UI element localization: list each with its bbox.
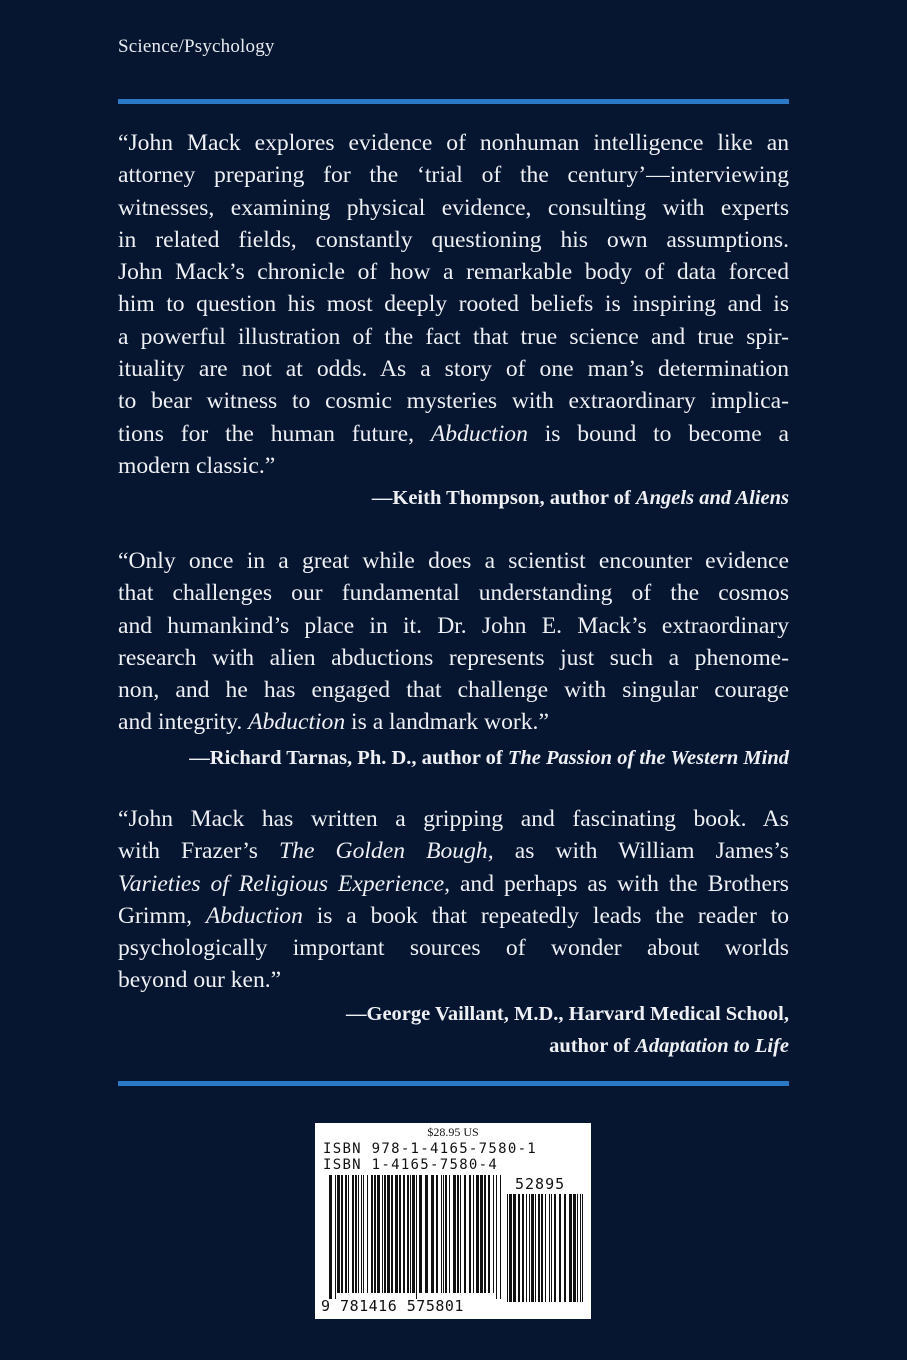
- attribution-text: —Richard Tarnas, Ph. D., author of: [189, 747, 508, 769]
- barcode-bar: [538, 1194, 540, 1302]
- barcode-bar: [509, 1194, 512, 1302]
- quote-line: to bear witness to cosmic mysteries with extraordinary implica-: [118, 388, 789, 415]
- book-title: Varieties of Religious Experience,: [118, 870, 450, 897]
- quote-text: and perhaps as with the Brothers: [449, 870, 789, 897]
- quote-line: that challenges our fundamental understanding of the cosmos: [118, 580, 789, 607]
- barcode-bar: [513, 1194, 516, 1302]
- quote-line: “John Mack explores evidence of nonhuman intelligence like an: [118, 130, 789, 156]
- attribution-george-vaillant: [346, 998, 789, 1062]
- isbn13-label: ISBN 978-1-4165-7580-1: [323, 1141, 538, 1157]
- barcode-bar: [425, 1175, 428, 1293]
- barcode-bar: [453, 1175, 456, 1293]
- barcode-bar: [549, 1194, 550, 1302]
- quote-george-vaillant: [118, 803, 789, 997]
- barcode-bar: [377, 1175, 380, 1293]
- barcode-bar: [445, 1175, 447, 1293]
- category-label: Science/Psychology: [118, 36, 275, 57]
- barcode-bar: [399, 1175, 401, 1293]
- barcode-bar: [348, 1175, 349, 1293]
- quote-line: [118, 706, 789, 738]
- barcode-bar: [371, 1175, 373, 1293]
- barcode-bar: [407, 1175, 409, 1293]
- barcode-bar: [551, 1194, 552, 1302]
- quote-text: tions for the human future,: [118, 420, 415, 447]
- quote-line: ituality are not at odds. As a story of one man’s determination: [118, 356, 789, 383]
- barcode-bar: [335, 1175, 336, 1299]
- barcode-bar: [488, 1175, 490, 1293]
- book-title: Abduction: [430, 420, 528, 447]
- book-title: Abduction: [205, 902, 303, 929]
- attribution-book-title: Angels and Aliens: [635, 487, 789, 509]
- quote-line: psychologically important sources of wonder about worlds: [118, 935, 789, 962]
- quote-richard-tarnas: [118, 545, 789, 739]
- attribution-text: —Keith Thompson, author of: [371, 487, 636, 509]
- barcode-bar: [341, 1175, 343, 1293]
- quote-line: [118, 900, 789, 932]
- barcode-bar: [436, 1175, 438, 1293]
- barcode-bar: [431, 1175, 434, 1293]
- barcode-panel: [315, 1123, 591, 1319]
- ean-digits: 9 781416 575801: [321, 1297, 464, 1315]
- addon-digits: 52895: [515, 1175, 566, 1193]
- barcode-bar: [569, 1194, 572, 1302]
- barcode-bar: [545, 1194, 546, 1302]
- quote-line: “John Mack has written a gripping and fascinating book. As: [118, 806, 789, 832]
- book-title: Abduction: [248, 709, 346, 736]
- quote-line: witnesses, examining physical evidence, consulting with experts: [118, 194, 789, 221]
- attribution-book-title: Adaptation to Life: [635, 1035, 789, 1057]
- barcode-bar: [460, 1175, 461, 1293]
- barcode-bar: [541, 1194, 543, 1302]
- barcode-bar: [559, 1194, 561, 1302]
- barcode-bar: [363, 1175, 364, 1293]
- book-title: The Golden Bough,: [279, 838, 494, 865]
- barcode-bar: [473, 1175, 474, 1293]
- attribution-text: author of: [549, 1035, 636, 1057]
- quote-line: a powerful illustration of the fact that true science and true spir-: [118, 323, 789, 350]
- barcode-bar: [493, 1175, 494, 1293]
- quote-line: in related fields, constantly questioning his own assumptions.: [118, 226, 789, 253]
- barcode-bar: [526, 1194, 527, 1302]
- quote-keith-thompson: [118, 127, 789, 482]
- top-divider: [118, 99, 789, 104]
- barcode-bar: [345, 1175, 347, 1293]
- attribution-richard-tarnas: [189, 742, 789, 774]
- barcode-bar: [355, 1175, 357, 1293]
- barcode-bar: [469, 1175, 471, 1293]
- barcode-bar: [500, 1175, 501, 1299]
- barcode-bar: [374, 1175, 376, 1293]
- quote-text: is a book that repeatedly leads the reader to: [302, 902, 789, 929]
- quote-line: and humankind’s place in it. Dr. John E. Mack’s extraordinary: [118, 612, 789, 639]
- barcode-bar: [531, 1194, 534, 1302]
- barcode-bar: [352, 1175, 354, 1293]
- quote-text: Grimm,: [118, 902, 206, 929]
- quote-line: beyond our ken.”: [118, 967, 282, 994]
- barcode-bar: [441, 1175, 442, 1293]
- barcode-bar: [419, 1175, 422, 1293]
- barcode-bar: [518, 1194, 520, 1302]
- barcode-bar: [577, 1194, 578, 1302]
- barcode-bar: [522, 1194, 524, 1302]
- bottom-divider: [118, 1081, 789, 1086]
- barcode-bar: [361, 1175, 362, 1293]
- barcode-bar: [443, 1175, 444, 1293]
- attribution-book-title: The Passion of the Western Mind: [507, 747, 789, 769]
- barcode-bar: [476, 1175, 479, 1293]
- barcode-bar: [382, 1175, 383, 1293]
- quote-text: as with William James’s: [493, 838, 789, 865]
- barcode-bar: [391, 1175, 393, 1293]
- barcode-bar: [480, 1175, 483, 1293]
- barcode-bar: [358, 1175, 359, 1293]
- addon-barcode-bars: [507, 1194, 585, 1308]
- barcode-bar: [367, 1175, 368, 1293]
- barcode-bar: [507, 1194, 508, 1302]
- quote-text: and integrity.: [118, 709, 249, 736]
- barcode-bar: [554, 1194, 556, 1302]
- quote-text: is bound to become a: [527, 420, 789, 447]
- quote-line: attorney preparing for the ‘trial of the century’—interviewing: [118, 162, 789, 189]
- barcode-bar: [387, 1175, 390, 1293]
- barcode-bar: [464, 1175, 466, 1293]
- barcode-bar: [416, 1175, 417, 1299]
- barcode-bar: [573, 1194, 576, 1302]
- quote-line: [118, 418, 789, 450]
- barcode-bar: [337, 1175, 340, 1293]
- quote-line: “Only once in a great while does a scientist encounter evidence: [118, 548, 789, 574]
- barcode-bar: [412, 1175, 415, 1293]
- barcode-bar: [449, 1175, 450, 1293]
- isbn10-label: ISBN 1-4165-7580-4: [323, 1157, 499, 1173]
- quote-text: with Frazer’s: [118, 838, 280, 865]
- barcode-bar: [410, 1175, 411, 1293]
- barcode-bar: [384, 1175, 386, 1293]
- barcode-bar: [564, 1194, 566, 1302]
- price-label: $28.95 US: [427, 1125, 479, 1139]
- quote-line: [118, 835, 789, 867]
- barcode-bar: [484, 1175, 486, 1293]
- attribution-line: —George Vaillant, M.D., Harvard Medical School,: [346, 1003, 789, 1025]
- quote-line: research with alien abductions represents just such a phenome-: [118, 644, 789, 671]
- barcode-bar: [535, 1194, 536, 1302]
- quote-line: John Mack’s chronicle of how a remarkable body of data forced: [118, 259, 789, 286]
- barcode-bar: [496, 1175, 497, 1299]
- barcode-bar: [580, 1194, 581, 1302]
- attribution-keith-thompson: [372, 482, 789, 514]
- attribution-line: [346, 1030, 789, 1062]
- barcode-bar: [457, 1175, 459, 1293]
- quote-line: him to question his most deeply rooted beliefs is inspiring and is: [118, 291, 789, 318]
- ean-barcode-bars: [329, 1175, 501, 1299]
- quote-line: modern classic.”: [118, 452, 276, 479]
- barcode-bar: [403, 1175, 405, 1293]
- barcode-bar: [395, 1175, 398, 1293]
- barcode-bar: [582, 1194, 583, 1302]
- quote-line: non, and he has engaged that challenge with singular courage: [118, 677, 789, 704]
- barcode-bar: [329, 1175, 332, 1299]
- quote-text: is a landmark work.”: [345, 709, 549, 736]
- quote-line: [118, 868, 789, 900]
- barcode-bar: [529, 1194, 530, 1302]
